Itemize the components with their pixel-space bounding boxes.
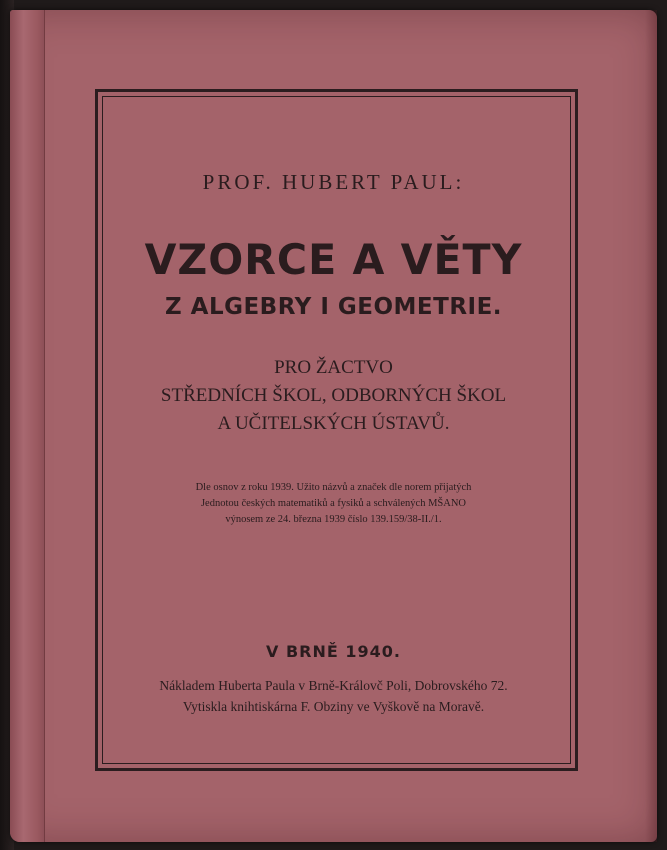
note-line: výnosem ze 24. března 1939 číslo 139.159/38-II./1. (225, 514, 442, 525)
curriculum-note (10, 480, 657, 528)
note-line: Jednotou českých matematiků a fysiků a schválených MŠANO (200, 498, 467, 509)
book-cover (10, 10, 657, 842)
place-and-year: V BRNĚ 1940. (266, 642, 401, 661)
audience-line: A UČITELSKÝCH ÚSTAVŮ. (217, 413, 450, 434)
author-name: PROF. HUBERT PAUL: (202, 170, 465, 194)
note-line: Dle osnov z roku 1939. Užito názvů a značek dle norem přijatých (195, 482, 472, 493)
book-subtitle: Z ALGEBRY I GEOMETRIE. (164, 294, 503, 320)
book-title: VZORCE A VĚTY (144, 235, 523, 284)
audience-line: STŘEDNÍCH ŠKOL, ODBORNÝCH ŠKOL (160, 385, 507, 406)
publisher-info (10, 675, 657, 717)
audience-line: PRO ŽACTVO (274, 357, 393, 378)
printer-line: Vytiskla knihtiskárna F. Obziny ve Vyškově na Moravě. (182, 699, 485, 714)
audience-block (10, 354, 657, 438)
publisher-line: Nákladem Huberta Paula v Brně-Královč Poli, Dobrovského 72. (159, 678, 508, 693)
